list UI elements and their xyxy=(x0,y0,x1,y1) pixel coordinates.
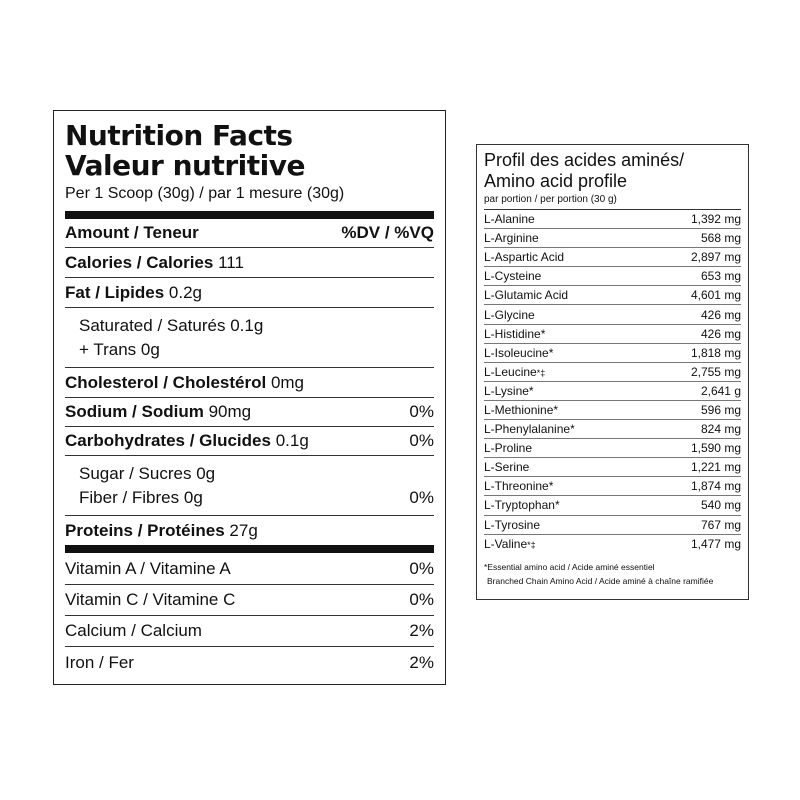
amino-name-cell xyxy=(484,365,545,379)
amino-name-cell xyxy=(484,327,545,341)
vitamin-c-dv: 0% xyxy=(409,590,434,609)
vitamin-a-label: Vitamin A / Vitamine A xyxy=(65,558,231,578)
carb-sub-block xyxy=(65,456,434,516)
fat-row xyxy=(65,278,434,308)
amino-row xyxy=(484,305,741,324)
iron-dv: 2% xyxy=(409,652,434,672)
amino-name: L-Valine xyxy=(484,537,528,552)
amino-value: 596 mg xyxy=(700,402,741,417)
amino-row xyxy=(484,420,741,439)
amino-row xyxy=(484,229,741,248)
sugar-amount: 0g xyxy=(196,464,216,483)
amino-value: 767 mg xyxy=(700,517,741,532)
calories-amount: 111 xyxy=(218,252,244,272)
amino-name: L-Tryptophan xyxy=(484,498,555,513)
amino-name-cell xyxy=(484,422,575,436)
amino-name: L-Lysine xyxy=(484,383,529,398)
saturated-row xyxy=(65,314,434,338)
amino-name-cell xyxy=(484,346,553,360)
amino-value: 568 mg xyxy=(700,231,741,246)
fat-sub-block xyxy=(65,308,434,368)
amino-mark: * xyxy=(554,498,560,513)
fat-amount: 0.2g xyxy=(168,282,203,302)
sugar-row xyxy=(65,462,434,486)
fiber-row xyxy=(65,486,434,510)
vitamin-a-row xyxy=(65,553,434,585)
amino-value: 653 mg xyxy=(700,269,741,284)
trans-row xyxy=(65,338,434,362)
amino-name-cell xyxy=(484,498,560,512)
amino-row xyxy=(484,401,741,420)
fiber-amount: 0g xyxy=(183,488,203,507)
thick-divider-vitamins xyxy=(65,545,434,553)
amino-name-cell xyxy=(484,269,541,283)
amino-row xyxy=(484,325,741,344)
amino-name: L-Phenylalanine xyxy=(484,422,571,437)
amino-row xyxy=(484,286,741,305)
amino-row xyxy=(484,516,741,535)
amino-name-cell xyxy=(484,518,540,532)
saturated-amount: 0.1g xyxy=(230,316,264,335)
amino-title-en: Amino acid profile xyxy=(484,171,628,191)
amino-value: 2,755 mg xyxy=(690,364,741,379)
thick-divider xyxy=(65,211,434,219)
amino-name: L-Alanine xyxy=(484,212,535,227)
note-bcaa: Branched Chain Amino Acid / Acide aminé à chaîne ramifiée xyxy=(487,575,714,586)
amino-name: L-Isoleucine xyxy=(484,345,549,360)
amino-name-cell xyxy=(484,384,534,398)
nutrition-title-en: Nutrition Facts xyxy=(65,119,293,152)
dv-header: %DV / %VQ xyxy=(341,223,434,242)
amino-name-cell xyxy=(484,537,536,551)
amino-row xyxy=(484,267,741,286)
amino-row xyxy=(484,382,741,401)
sodium-label: Sodium / Sodium xyxy=(65,402,204,421)
amino-value: 2,897 mg xyxy=(690,250,741,265)
amino-name-cell xyxy=(484,288,568,302)
amino-mark: *‡ xyxy=(536,367,546,378)
sodium-amount: 90mg xyxy=(208,402,252,421)
vitamin-a-dv: 0% xyxy=(409,558,434,578)
amino-row xyxy=(484,535,741,554)
amino-mark: * xyxy=(570,422,575,437)
nutrition-facts-panel xyxy=(53,110,446,685)
amino-name: L-Proline xyxy=(484,441,533,456)
amino-value: 426 mg xyxy=(700,307,741,322)
proteins-label: Proteins / Protéines xyxy=(65,520,225,540)
amino-value: 824 mg xyxy=(700,422,741,437)
saturated-label: Saturated / Saturés xyxy=(79,316,226,335)
amino-value: 1,392 mg xyxy=(690,212,741,227)
fiber-dv: 0% xyxy=(409,488,434,507)
proteins-row xyxy=(65,516,434,545)
proteins-amount: 27g xyxy=(229,520,258,540)
amino-value: 1,477 mg xyxy=(690,537,741,552)
cholesterol-amount: 0mg xyxy=(270,372,305,392)
carbohydrates-row xyxy=(65,427,434,456)
vitamin-c-row xyxy=(65,585,434,616)
calcium-dv: 2% xyxy=(409,621,434,640)
amino-acid-panel xyxy=(476,144,749,600)
amino-mark: * xyxy=(553,402,559,417)
amino-mark: * xyxy=(540,326,546,341)
iron-label: Iron / Fer xyxy=(65,652,134,672)
amino-row xyxy=(484,496,741,515)
cholesterol-label: Cholesterol / Cholestérol xyxy=(65,372,267,392)
calcium-row xyxy=(65,616,434,647)
amino-title-fr: Profil des acides aminés/ xyxy=(484,150,685,170)
amino-value: 4,601 mg xyxy=(690,288,741,303)
amino-row xyxy=(484,210,741,229)
amino-value: 2,641 g xyxy=(700,383,741,398)
fat-label: Fat / Lipides xyxy=(65,282,165,302)
amino-mark: * xyxy=(548,345,554,360)
amino-value: 1,590 mg xyxy=(690,441,741,456)
amino-name-cell xyxy=(484,212,535,226)
amino-value: 1,818 mg xyxy=(690,345,741,360)
fiber-label: Fiber / Fibres xyxy=(79,488,180,507)
trans-amount: 0g xyxy=(140,340,160,359)
amino-name-cell xyxy=(484,231,539,245)
serving-size: Per 1 Scoop (30g) / par 1 mesure (30g) xyxy=(65,185,345,202)
amino-name: L-Leucine xyxy=(484,364,537,379)
sodium-row xyxy=(65,398,434,427)
amino-name: L-Arginine xyxy=(484,231,539,246)
amino-name: L-Tyrosine xyxy=(484,517,541,532)
note-essential: *Essential amino acid / Acide aminé essentiel xyxy=(484,561,655,572)
amino-acid-list xyxy=(484,210,741,554)
amino-name-cell xyxy=(484,479,553,493)
amino-row xyxy=(484,477,741,496)
vitamin-c-label: Vitamin C / Vitamine C xyxy=(65,590,236,609)
amino-name: L-Cysteine xyxy=(484,269,542,284)
amino-name-cell xyxy=(484,460,529,474)
amino-value: 540 mg xyxy=(700,498,741,513)
amino-mark: * xyxy=(548,479,554,494)
amino-serving: par portion / per portion (30 g) xyxy=(484,194,617,205)
amino-row xyxy=(484,458,741,477)
amino-row xyxy=(484,439,741,458)
carbohydrates-dv: 0% xyxy=(409,431,434,450)
amino-value: 1,874 mg xyxy=(690,479,741,494)
amino-name: L-Histidine xyxy=(484,326,541,341)
iron-row xyxy=(65,647,434,678)
calories-label: Calories / Calories xyxy=(65,252,214,272)
amino-mark: * xyxy=(528,383,534,398)
amino-name-cell xyxy=(484,403,558,417)
sodium-dv: 0% xyxy=(409,402,434,421)
amount-header: Amount / Teneur xyxy=(65,223,199,242)
amino-value: 426 mg xyxy=(700,326,741,341)
amino-name-cell xyxy=(484,308,535,322)
carbohydrates-amount: 0.1g xyxy=(275,431,309,450)
amino-name: L-Methionine xyxy=(484,402,554,417)
amino-name: L-Glutamic Acid xyxy=(484,288,569,303)
cholesterol-row xyxy=(65,368,434,398)
amino-mark: *‡ xyxy=(527,540,536,551)
amino-footnotes xyxy=(484,560,741,588)
amino-row xyxy=(484,344,741,363)
sugar-label: Sugar / Sucres xyxy=(79,464,192,483)
amino-name: L-Aspartic Acid xyxy=(484,250,565,265)
amino-row xyxy=(484,363,741,382)
amino-name: L-Threonine xyxy=(484,479,549,494)
amino-name-cell xyxy=(484,250,564,264)
nutrition-title-fr: Valeur nutritive xyxy=(65,149,305,182)
calories-row xyxy=(65,248,434,278)
amino-name-cell xyxy=(484,441,532,455)
amino-row xyxy=(484,248,741,267)
calcium-label: Calcium / Calcium xyxy=(65,621,202,640)
amino-value: 1,221 mg xyxy=(690,460,741,475)
amino-name: L-Glycine xyxy=(484,307,535,322)
amino-name: L-Serine xyxy=(484,460,530,475)
trans-label: + Trans xyxy=(79,340,137,359)
carbohydrates-label: Carbohydrates / Glucides xyxy=(65,431,271,450)
amount-header-row xyxy=(65,219,434,248)
